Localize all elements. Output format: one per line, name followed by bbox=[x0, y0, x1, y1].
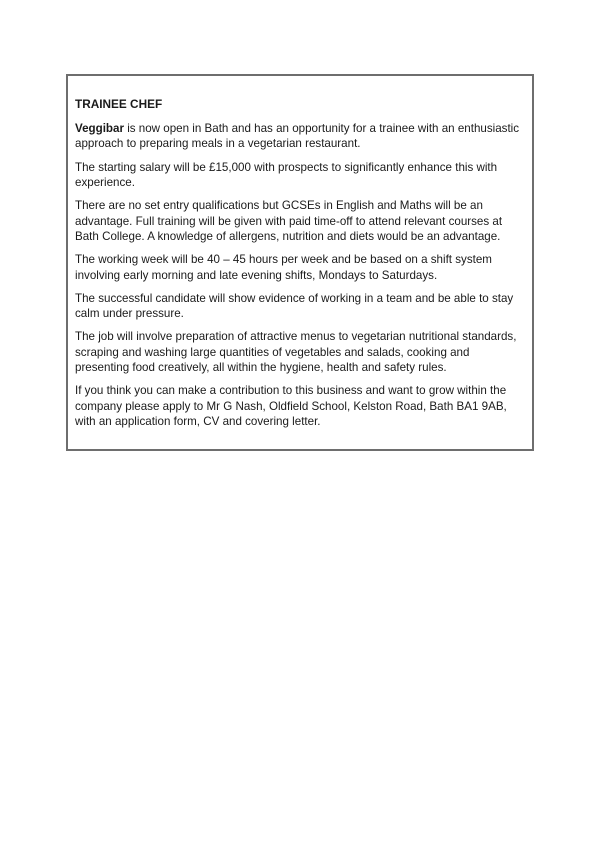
duties-paragraph: The job will involve preparation of attractive menus to vegetarian nutritional standards, scraping and washing large quantities of vegetables and salads, cooking and presenting food creatively, all within the hygiene, health and safety rules. bbox=[75, 330, 517, 375]
apply-paragraph: If you think you can make a contribution to this business and want to grow within the company please apply to Mr G Nash, Oldfield School, Kelston Road, Bath BA1 9AB, with an application form, CV and covering letter. bbox=[75, 384, 507, 429]
qualifications-paragraph: There are no set entry qualifications but GCSEs in English and Maths will be an advantage. Full training will be given with paid time-off to attend relevant courses at Bath College. A knowledge of allergens, nutrition and diets would be an advantage. bbox=[75, 199, 503, 244]
advert-title: TRAINEE CHEF bbox=[75, 97, 163, 111]
brand-name: Veggibar bbox=[75, 122, 124, 135]
intro-text: is now open in Bath and has an opportunity for a trainee with an enthusiastic approach to preparing meals in a vegetarian restaurant. bbox=[75, 122, 520, 151]
intro-paragraph bbox=[75, 121, 526, 152]
job-advert-box bbox=[66, 74, 534, 451]
candidate-paragraph: The successful candidate will show evidence of working in a team and be able to stay calm under pressure. bbox=[75, 291, 514, 321]
hours-paragraph: The working week will be 40 – 45 hours per week and be based on a shift system involving early morning and late evening shifts, Mondays to Saturdays. bbox=[75, 253, 492, 282]
salary-paragraph: The starting salary will be £15,000 with prospects to significantly enhance this with experience. bbox=[75, 160, 498, 190]
